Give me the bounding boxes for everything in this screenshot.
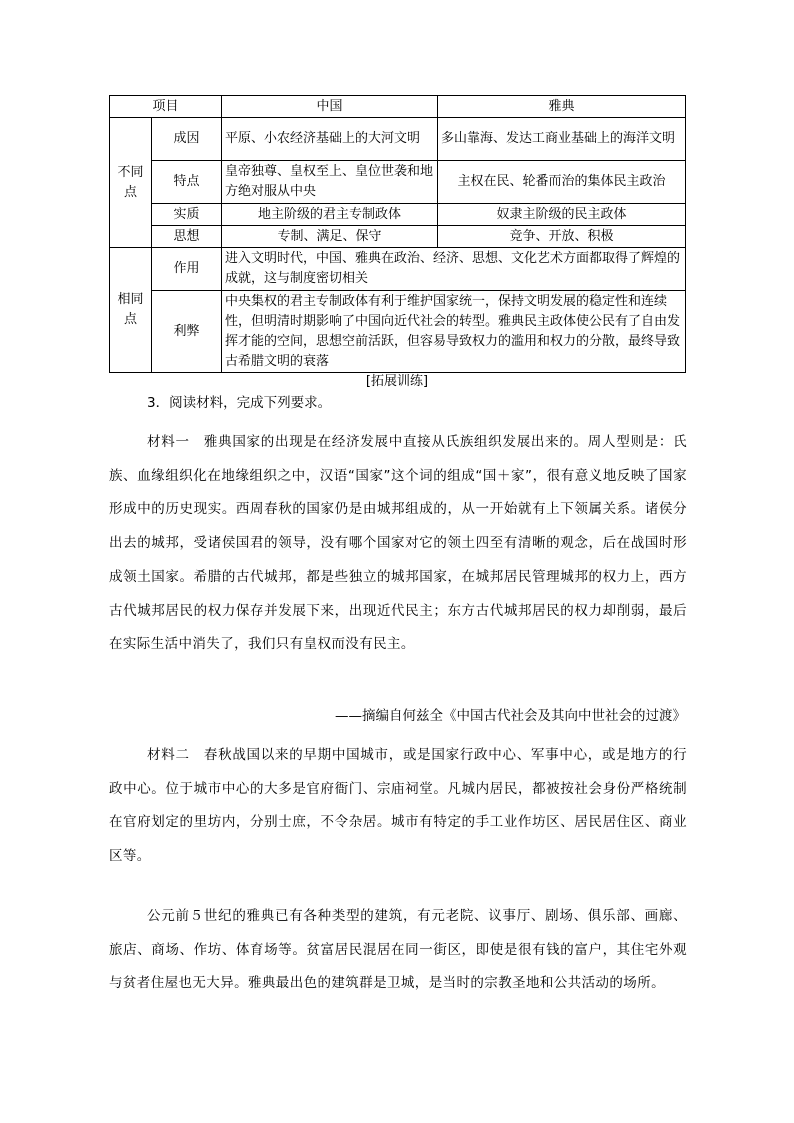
table-row [110, 226, 686, 248]
material-one-source: ——摘编自何兹全《中国古代社会及其向中世社会的过渡》 [335, 708, 686, 724]
table-row [110, 204, 686, 226]
table-row [110, 161, 686, 204]
diff-group-label: 不同点 [110, 118, 152, 248]
question-heading: 3．阅读材料，完成下列要求。 [147, 395, 332, 411]
comparison-table [109, 95, 686, 373]
cell-china-essence: 地主阶级的君主专制政体 [222, 204, 438, 226]
section-caption: [拓展训练] [365, 374, 429, 389]
cell-athens-feature: 主权在民、轮番而治的集体民主政治 [438, 161, 686, 204]
row-label-essence: 实质 [152, 204, 222, 226]
row-label-effect: 作用 [152, 248, 222, 291]
cell-prosandcons: 中央集权的君主专制政体有利于维护国家统一，保持文明发展的稳定性和连续性，但明清时期影响了中国向近代社会的转型。雅典民主政体使公民有了自由发挥才能的空间，思想空前活跃，但容易导致权力的滥用和权力的分散，最终导致古希腊文明的衰落 [222, 291, 686, 373]
row-label-cause: 成因 [152, 118, 222, 161]
cell-athens-essence: 奴隶主阶级的民主政体 [438, 204, 686, 226]
material-two-paragraph-2: 公元前５世纪的雅典已有各种类型的建筑，有元老院、议事厅、剧场、俱乐部、画廊、旅店、商场、作坊、体育场等。贫富居民混居在同一街区，即使是很有钱的富户，其住宅外观与贫者住屋也无大异。雅典最出色的建筑群是卫城，是当时的宗教圣地和公共活动的场所。 [109, 908, 687, 991]
table-row [110, 118, 686, 161]
material-one-paragraph: 材料一 雅典国家的出现是在经济发展中直接从氏族组织发展出来的。周人型则是：氏族、血缘组织化在地缘组织之中，汉语“国家”这个词的组成“国＋家”，很有意义地反映了国家形成中的历史现实。西周春秋的国家仍是由城邦组成的，从一开始就有上下领属关系。诸侯分出去的城邦，受诸侯国君的领导，没有哪个国家对它的领土四至有清晰的观念，后在战国时形成领土国家。希腊的古代城邦，都是些独立的城邦国家，在城邦居民管理城邦的权力上，西方古代城邦居民的权力保存并发展下来，出现近代民主；东方古代城邦居民的权力却削弱，最后在实际生活中消失了，我们只有皇权而没有民主。 [109, 434, 687, 653]
cell-china-cause: 平原、小农经济基础上的大河文明 [222, 118, 438, 161]
table-header-row [110, 96, 686, 118]
same-group-label: 相同点 [110, 248, 152, 373]
table-row [110, 291, 686, 373]
header-item: 项目 [110, 96, 222, 118]
header-athens: 雅典 [438, 96, 686, 118]
cell-athens-cause: 多山靠海、发达工商业基础上的海洋文明 [438, 118, 686, 161]
cell-china-thought: 专制、满足、保守 [222, 226, 438, 248]
header-china: 中国 [222, 96, 438, 118]
cell-china-feature: 皇帝独尊、皇权至上、皇位世袭和地方绝对服从中央 [222, 161, 438, 204]
row-label-thought: 思想 [152, 226, 222, 248]
row-label-prosandcons: 利弊 [152, 291, 222, 373]
cell-effect: 进入文明时代，中国、雅典在政治、经济、思想、文化艺术方面都取得了辉煌的成就，这与制度密切相关 [222, 248, 686, 291]
material-two-paragraph: 材料二 春秋战国以来的早期中国城市，或是国家行政中心、军事中心，或是地方的行政中心。位于城市中心的大多是官府衙门、宗庙祠堂。凡城内居民，都被按社会身份严格统制在官府划定的里坊内，分别士庶，不令杂居。城市有特定的手工业作坊区、居民居住区、商业区等。 [109, 747, 687, 864]
row-label-feature: 特点 [152, 161, 222, 204]
table-row [110, 248, 686, 291]
cell-athens-thought: 竞争、开放、积极 [438, 226, 686, 248]
